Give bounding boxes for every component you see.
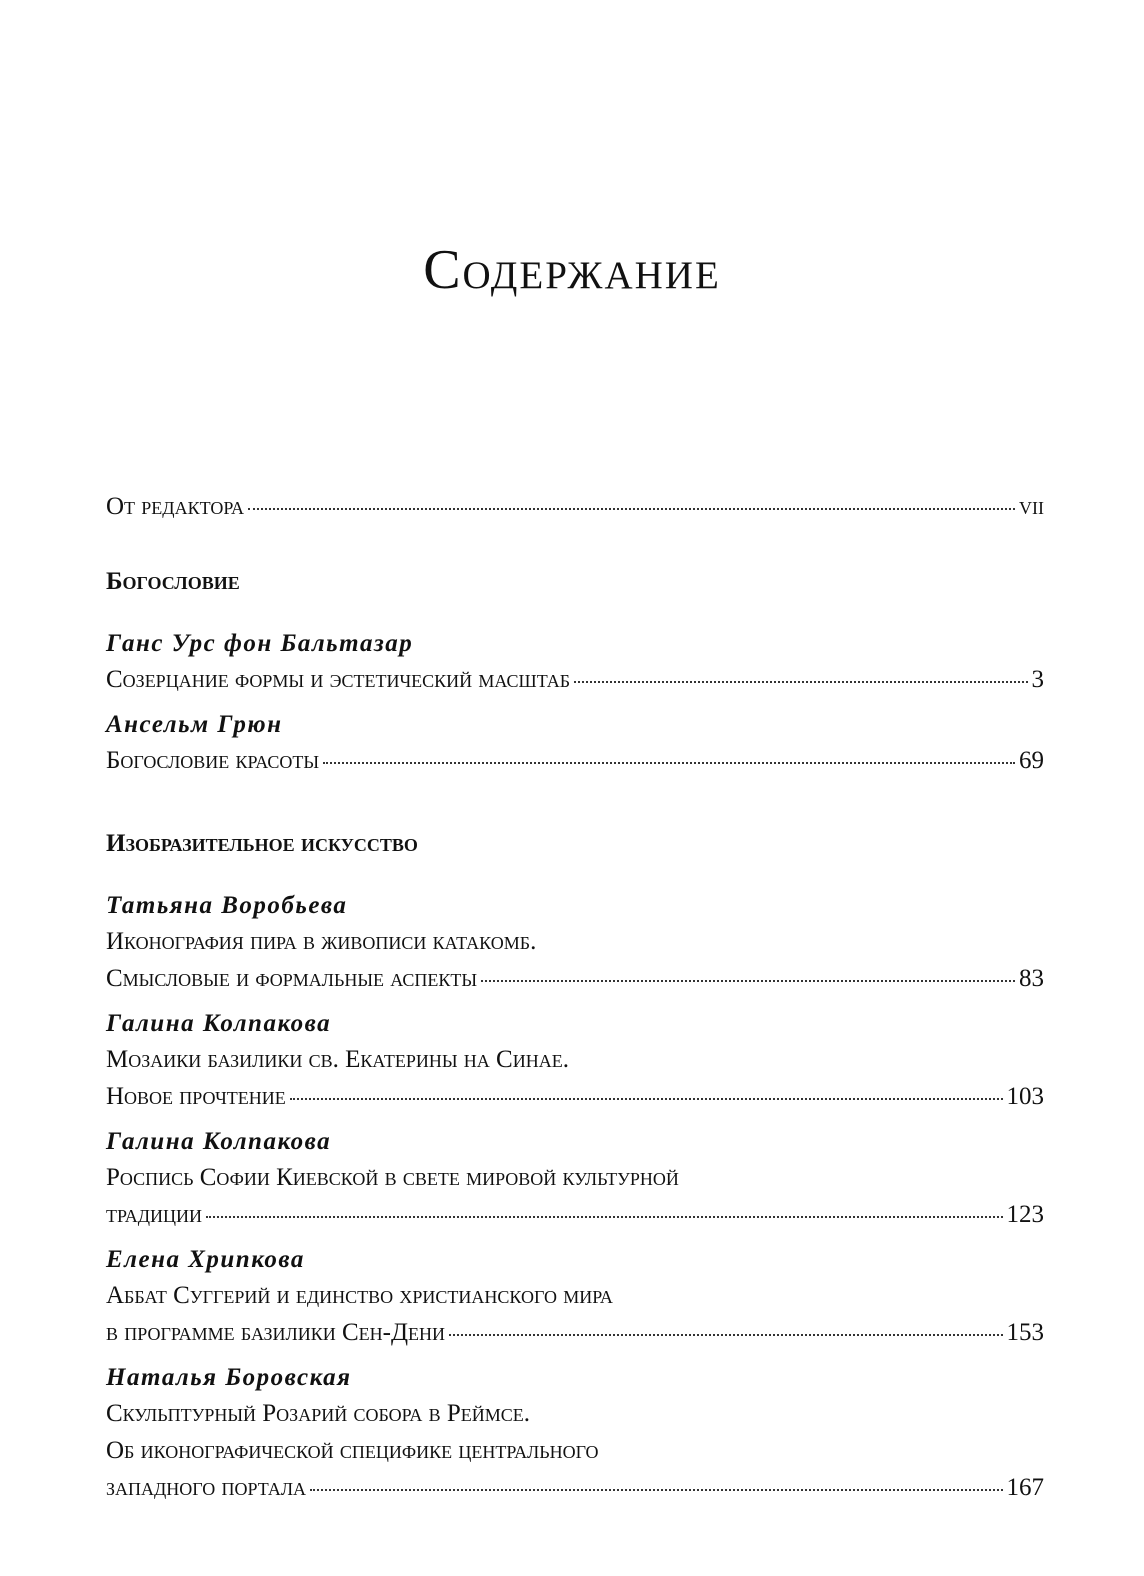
entry-author: Ганс Урс фон Бальтазар bbox=[106, 630, 414, 657]
dot-leader bbox=[248, 508, 1015, 510]
entry-title: Богословие красоты bbox=[106, 747, 320, 774]
entry-line-last bbox=[106, 742, 1044, 779]
page-number: 83 bbox=[1019, 965, 1044, 992]
entry-author: Галина Колпакова bbox=[106, 1128, 332, 1155]
dot-leader bbox=[310, 1489, 1002, 1491]
dot-leader bbox=[290, 1098, 1003, 1100]
entry-line bbox=[106, 1432, 1044, 1469]
entry-title: От редактора bbox=[106, 493, 245, 520]
entry-title: Созерцание формы и эстетический масштаб bbox=[106, 666, 571, 693]
entry-title: Мозаики базилики св. Екатерины на Синае. bbox=[106, 1046, 569, 1073]
page-number: 167 bbox=[1006, 1474, 1044, 1501]
toc-entry[interactable] bbox=[106, 1006, 1044, 1115]
entry-title: Скульптурный Розарий собора в Реймсе. bbox=[106, 1400, 531, 1427]
entry-line bbox=[106, 1395, 1044, 1432]
entry-line bbox=[106, 1277, 1044, 1314]
entry-author: Ансельм Грюн bbox=[106, 711, 283, 738]
entry-author: Татьяна Воробьева bbox=[106, 892, 348, 919]
entry-title: Роспись Софии Киевской в свете мировой культурной bbox=[106, 1164, 679, 1191]
page-number: 123 bbox=[1006, 1201, 1044, 1228]
entry-title: Аббат Суггерий и единство христианского мира bbox=[106, 1282, 613, 1309]
entry-line-last bbox=[106, 1078, 1044, 1115]
toc-entry[interactable] bbox=[106, 1124, 1044, 1233]
entry-author: Галина Колпакова bbox=[106, 1010, 332, 1037]
entry-line-last bbox=[106, 1196, 1044, 1233]
entry-line bbox=[106, 923, 1044, 960]
entry-title: Новое прочтение bbox=[106, 1083, 286, 1110]
dot-leader bbox=[449, 1334, 1002, 1336]
table-of-contents bbox=[106, 488, 1044, 1506]
dot-leader bbox=[323, 762, 1015, 764]
toc-entry[interactable] bbox=[106, 1360, 1044, 1506]
entry-title: в программе базилики Сен-Дени bbox=[106, 1319, 446, 1346]
entry-line-last bbox=[106, 1469, 1044, 1506]
page-number: 69 bbox=[1019, 747, 1044, 774]
dot-leader bbox=[206, 1216, 1003, 1218]
entry-title: Об иконографической специфике центрального bbox=[106, 1437, 599, 1464]
entry-title: Иконография пира в живописи катакомб. bbox=[106, 928, 537, 955]
entry-line-last bbox=[106, 960, 1044, 997]
page-number: 3 bbox=[1031, 666, 1044, 693]
page-number: 153 bbox=[1006, 1319, 1044, 1346]
entry-line-last bbox=[106, 661, 1044, 698]
entry-author: Елена Хрипкова bbox=[106, 1246, 305, 1273]
entry-line bbox=[106, 1159, 1044, 1196]
dot-leader bbox=[481, 980, 1015, 982]
toc-entry-front-matter[interactable] bbox=[106, 488, 1044, 525]
toc-entry[interactable] bbox=[106, 888, 1044, 997]
entry-title: Смысловые и формальные аспекты bbox=[106, 965, 478, 992]
page-number: 103 bbox=[1006, 1083, 1044, 1110]
entry-line bbox=[106, 1041, 1044, 1078]
page-title: Содержание bbox=[423, 239, 721, 301]
toc-entry[interactable] bbox=[106, 1242, 1044, 1351]
entry-line-last bbox=[106, 1314, 1044, 1351]
toc-entry[interactable] bbox=[106, 626, 1044, 698]
entry-title: традиции bbox=[106, 1201, 202, 1228]
section-heading: Изобразительное искусство bbox=[106, 830, 418, 857]
section-heading: Богословие bbox=[106, 568, 240, 595]
entry-title: западного портала bbox=[106, 1474, 307, 1501]
entry-author: Наталья Боровская bbox=[106, 1364, 352, 1391]
dot-leader bbox=[574, 681, 1027, 683]
page-number: vii bbox=[1019, 493, 1044, 520]
toc-entry[interactable] bbox=[106, 707, 1044, 779]
